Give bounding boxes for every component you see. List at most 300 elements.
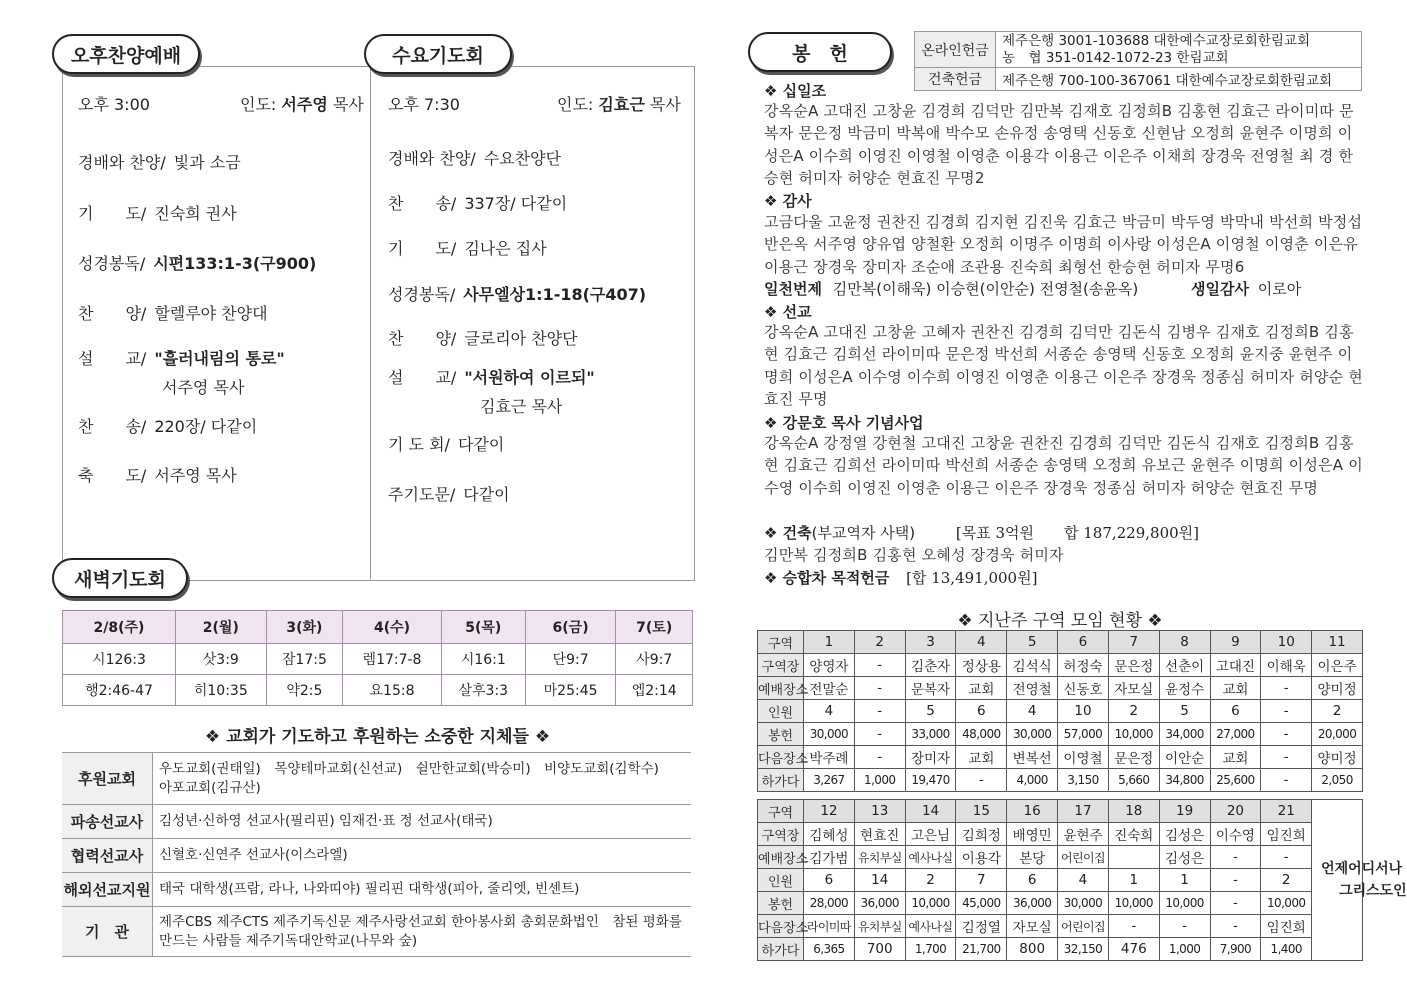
group-cell: - (956, 769, 1007, 792)
support-row-body: 태국 대학생(프람, 라나, 나와띠야) 필리핀 대학생(피아, 줄리엣, 빈센트) (153, 873, 692, 907)
dawn-table (62, 610, 693, 706)
group-cell: 윤정수 (1159, 677, 1210, 700)
wednesday-item-value: 다같이 (457, 435, 505, 454)
building-names: 김만복 김정희B 김홍현 오혜성 장경욱 허미자 (764, 546, 1064, 564)
group-cell: 정상용 (956, 654, 1007, 677)
group-row-label: 구역장 (758, 823, 804, 846)
support-row-head: 해외선교지원 (62, 873, 153, 907)
group-cell: - (1261, 846, 1312, 869)
group-cell: - (854, 746, 905, 769)
groups-table-1 (757, 630, 1363, 792)
group-cell: 2 (905, 869, 956, 892)
group-cell: 임진희 (1261, 823, 1312, 846)
wednesday-item-label: 기 도 회/ (388, 435, 450, 454)
memorial-title: ❖ 강문호 목사 기념사업 (764, 414, 924, 432)
group-cell: 476 (1108, 938, 1159, 961)
group-cell: 변복선 (1007, 746, 1058, 769)
group-cell: 윤현주 (1058, 823, 1109, 846)
wednesday-time: 오후 7:30 (388, 95, 460, 114)
group-cell: 양미정 (1312, 677, 1363, 700)
group-cell: 이수영 (1210, 823, 1261, 846)
group-cell: 김성은 (1159, 846, 1210, 869)
group-cell: 자모실 (1108, 677, 1159, 700)
special-label: 일천번제 (764, 280, 822, 298)
group-cell: 4 (1007, 700, 1058, 723)
group-row (758, 700, 1363, 723)
group-cell: - (1261, 769, 1312, 792)
group-row (758, 869, 1363, 892)
group-cell: 교회 (1210, 677, 1261, 700)
wednesday-item-value: "서원하여 이르되" (464, 368, 595, 387)
group-cell: 1,400 (1261, 938, 1312, 961)
group-row-label: 봉헌 (758, 892, 804, 915)
group-cell: - (1108, 915, 1159, 938)
groups-table-2 (757, 799, 1407, 961)
group-cell: 25,600 (1210, 769, 1261, 792)
building-goal: [목표 3억원 합 187,229,800원] (955, 524, 1200, 542)
wednesday-item (388, 365, 595, 417)
group-cell: 6 (1210, 700, 1261, 723)
group-cell: 5 (905, 700, 956, 723)
wednesday-item-value: 337장/ 다같이 (464, 194, 568, 213)
dawn-verse: 삿3:9 (175, 644, 266, 675)
wednesday-item-label: 성경봉독/ (388, 285, 456, 304)
group-cell: 1 (804, 631, 855, 654)
group-cell: 20 (1210, 800, 1261, 823)
group-cell: 3 (905, 631, 956, 654)
wednesday-item-label: 찬 양/ (388, 329, 457, 348)
afternoon-item-value: 시편133:1-3(구900) (153, 254, 317, 273)
group-cell: 14 (905, 800, 956, 823)
memorial-names: 강옥순A 강정열 강현철 고대진 고창윤 권찬진 김경희 김덕만 김돈식 김재호 김정희B 김홍현 김효근 김희선 라이미따 박선희 서종순 송영택 오정희 유보근 윤현주 이명희 이성은A 이수영 이수희 이영진 이영춘 이용근 이은주 장경욱 정종심 허미자 허양순 현효진 무명 (764, 434, 1363, 497)
support-row (62, 907, 691, 957)
wednesday-leader (557, 92, 681, 115)
afternoon-leader-title: 목사 (332, 95, 364, 114)
group-cell: 김성은 (1159, 823, 1210, 846)
group-cell: 30,000 (1007, 723, 1058, 746)
group-cell: 교회 (956, 677, 1007, 700)
group-cell: 700 (854, 938, 905, 961)
dawn-verse: 렘17:7-8 (343, 644, 442, 675)
account-building-line: 제주은행 700-100-367061 대한예수교장로회한림교회 (996, 68, 1362, 91)
group-row-label: 다음장소 (758, 915, 804, 938)
group-row-label: 인원 (758, 869, 804, 892)
group-cell: 김희정 (956, 823, 1007, 846)
group-cell: 3,150 (1058, 769, 1109, 792)
group-cell: 1,000 (1159, 938, 1210, 961)
group-cell: 15 (956, 800, 1007, 823)
dawn-verse: 시16:1 (441, 644, 525, 675)
group-row-label: 봉헌 (758, 723, 804, 746)
group-cell: 6,365 (804, 938, 855, 961)
tithe-names: 강옥순A 고대진 고창윤 김경희 김덕만 김만복 김재호 김정희B 김홍현 김효근 라이미따 문복자 문은정 박금미 박복애 박수모 손유정 송영택 신동호 신현남 오정희 윤현주 이명희 이성은A 이수희 이영진 이영철 이영춘 이용각 이용근 이은주 이채희 장경욱 전영철 최 경 한승현 허미자 허양순 현효진 무명2 (764, 102, 1354, 187)
dawn-verse: 행2:46-47 (63, 675, 176, 706)
group-cell: 허정숙 (1058, 654, 1109, 677)
group-cell: 본당 (1007, 846, 1058, 869)
group-cell: 6 (804, 869, 855, 892)
wednesday-item (388, 236, 547, 259)
group-cell: 문은정 (1108, 654, 1159, 677)
group-cell: 9 (1210, 631, 1261, 654)
group-cell: 2 (1108, 700, 1159, 723)
group-cell: 김가범 (804, 846, 855, 869)
group-cell: 28,000 (804, 892, 855, 915)
tithe-title: ❖ 십일조 (764, 82, 827, 100)
group-cell: 이해욱 (1261, 654, 1312, 677)
group-cell: - (1261, 700, 1312, 723)
account-online-line-2: 농 협 351-0142-1072-23 한림교회 (1002, 49, 1229, 66)
group-row-label: 예배장소 (758, 677, 804, 700)
group-cell: 10 (1058, 700, 1109, 723)
group-cell: - (1159, 915, 1210, 938)
group-cell: 양미정 (1312, 746, 1363, 769)
group-cell: 1 (1159, 869, 1210, 892)
group-cell: - (1210, 846, 1261, 869)
group-cell: 어린이집 (1058, 846, 1109, 869)
thanks-names: 고금다울 고윤정 권찬진 김경희 김지현 김진욱 김효근 박금미 박두영 박막내 박선희 박정섭 반은옥 서주영 양유엽 양철환 오정희 이명주 이명희 이사랑 이성은A 이영철 이영춘 이은유 이용근 장경욱 장미자 조순애 조관용 진숙희 최형선 한승현 허미자 무명6 (764, 213, 1363, 276)
dawn-verse: 잠17:5 (266, 644, 342, 675)
group-row-label: 다음장소 (758, 746, 804, 769)
group-row (758, 654, 1363, 677)
dawn-day: 7(토) (616, 611, 693, 644)
group-row (758, 800, 1363, 823)
group-cell: 17 (1058, 800, 1109, 823)
account-building-type: 건축헌금 (915, 68, 996, 91)
wednesday-item-value: 수요찬양단 (483, 149, 562, 168)
group-cell: 27,000 (1210, 723, 1261, 746)
afternoon-item-value: 서주영 목사 (154, 466, 237, 485)
group-cell: 유치부실 (854, 915, 905, 938)
support-row (62, 753, 691, 805)
building-offering (764, 522, 1199, 543)
group-cell: 14 (854, 869, 905, 892)
group-cell: - (854, 723, 905, 746)
group-cell: 김혜성 (804, 823, 855, 846)
group-cell: 현효진 (854, 823, 905, 846)
wednesday-item-label: 경배와 찬양/ (388, 149, 476, 168)
dawn-day: 4(수) (343, 611, 442, 644)
wednesday-leader-title: 목사 (649, 95, 681, 114)
group-cell: - (1210, 869, 1261, 892)
birthday-names: 이로아 (1257, 280, 1302, 298)
group-cell: 45,000 (956, 892, 1007, 915)
van-title: ❖ 승합차 목적헌금 (764, 569, 890, 587)
afternoon-item-label: 경배와 찬양/ (78, 153, 166, 172)
group-cell: 박주례 (804, 746, 855, 769)
group-cell: 예사나실 (905, 846, 956, 869)
group-cell: 7,900 (1210, 938, 1261, 961)
group-cell: 19,470 (905, 769, 956, 792)
support-row (62, 873, 691, 907)
group-cell: 1,000 (854, 769, 905, 792)
group-cell: 임진희 (1261, 915, 1312, 938)
group-cell: 5 (1007, 631, 1058, 654)
building-sub: (부교역자 사택) (811, 524, 916, 542)
worship-divider (370, 66, 371, 579)
group-cell: 10,000 (1108, 892, 1159, 915)
group-cell: 교회 (1210, 746, 1261, 769)
afternoon-item-value: 빛과 소금 (173, 153, 241, 172)
group-cell: 34,800 (1159, 769, 1210, 792)
dawn-day: 2(월) (175, 611, 266, 644)
group-cell: 김석식 (1007, 654, 1058, 677)
afternoon-leader (240, 92, 364, 115)
group-cell: 6 (1058, 631, 1109, 654)
group-cell: 장미자 (905, 746, 956, 769)
group-cell: - (1210, 892, 1261, 915)
afternoon-item-label: 축 도/ (78, 466, 147, 485)
special-names: 김만복(이해욱) 이승현(이안순) 전영철(송윤옥) (832, 280, 1139, 298)
group-cell: 800 (1007, 938, 1058, 961)
group-cell: - (1210, 915, 1261, 938)
support-row-head: 파송선교사 (62, 805, 153, 839)
side-note-2: 그리스도인 (1339, 882, 1407, 899)
mission-title: ❖ 선교 (764, 303, 812, 321)
wednesday-item-value: 다같이 (463, 485, 510, 504)
wednesday-item (388, 191, 567, 214)
group-cell: 16 (1007, 800, 1058, 823)
group-cell: 진숙희 (1108, 823, 1159, 846)
group-cell: 21,700 (956, 938, 1007, 961)
afternoon-leader-label: 인도: (240, 95, 277, 114)
group-row-label: 인원 (758, 700, 804, 723)
group-cell: 18 (1108, 800, 1159, 823)
afternoon-item-sub: 서주영 목사 (162, 378, 245, 397)
support-row-body: 우도교회(권태일) 목양테마교회(신선교) 쉴만한교회(박승미) 비양도교회(김학수) 아포교회(김규산) (153, 753, 692, 805)
groups-title: ❖ 지난주 구역 모임 현황 ❖ (957, 611, 1163, 631)
group-cell: 1 (1108, 869, 1159, 892)
afternoon-item-value: 진숙희 권사 (154, 204, 237, 223)
group-row-label: 구역 (758, 800, 804, 823)
afternoon-item-label: 찬 양/ (78, 304, 147, 323)
dawn-verse: 엡2:14 (616, 675, 693, 706)
group-cell (1108, 846, 1159, 869)
wednesday-leader-name: 김효근 (598, 95, 645, 114)
group-cell: 11 (1312, 631, 1363, 654)
wednesday-title: 수요기도회 (364, 34, 512, 74)
group-cell: 57,000 (1058, 723, 1109, 746)
group-cell: 어린이집 (1058, 915, 1109, 938)
group-cell: 30,000 (804, 723, 855, 746)
afternoon-item-label: 기 도/ (78, 204, 147, 223)
afternoon-item-value: 할렐루야 찬양대 (154, 304, 268, 323)
group-row-label: 하가다 (758, 769, 804, 792)
group-row-label: 예배장소 (758, 846, 804, 869)
group-row (758, 915, 1363, 938)
group-cell: 7 (956, 869, 1007, 892)
group-cell: - (1261, 723, 1312, 746)
group-cell: - (1261, 677, 1312, 700)
group-cell: 이용각 (956, 846, 1007, 869)
afternoon-time: 오후 3:00 (78, 95, 150, 114)
group-cell: 4 (956, 631, 1007, 654)
wednesday-leader-label: 인도: (557, 95, 594, 114)
afternoon-title: 오후찬양예배 (52, 34, 200, 74)
afternoon-item-label: 설 교/ (78, 349, 147, 368)
afternoon-item (78, 150, 241, 173)
support-row-body: 제주CBS 제주CTS 제주기독신문 제주사랑선교회 한아봉사회 총회문화법인 참된 평화를 만드는 사람들 제주기독대안학교(나무와 숲) (153, 907, 692, 957)
afternoon-item-value: "흘러내림의 통로" (154, 349, 285, 368)
group-cell: 예사나실 (905, 915, 956, 938)
group-row (758, 823, 1363, 846)
afternoon-leader-name: 서주영 (281, 95, 328, 114)
group-row (758, 892, 1363, 915)
dawn-verse: 살후3:3 (441, 675, 525, 706)
account-online-type: 온라인헌금 (915, 32, 996, 68)
group-cell: 21 (1261, 800, 1312, 823)
group-cell: 19 (1159, 800, 1210, 823)
group-cell: 7 (1108, 631, 1159, 654)
group-cell: 신동호 (1058, 677, 1109, 700)
dawn-verse: 히10:35 (175, 675, 266, 706)
group-cell: 라이미따 (804, 915, 855, 938)
wednesday-item-value: 글로리아 찬양단 (464, 329, 578, 348)
van-offering (764, 567, 1037, 588)
dawn-verse: 마25:45 (525, 675, 616, 706)
group-row (758, 677, 1363, 700)
group-cell: 선춘이 (1159, 654, 1210, 677)
group-cell: - (1261, 746, 1312, 769)
group-cell: 20,000 (1312, 723, 1363, 746)
afternoon-item-value: 220장/ 다같이 (154, 417, 258, 436)
group-cell: 13 (854, 800, 905, 823)
group-cell: 2 (854, 631, 905, 654)
group-cell: 5,660 (1108, 769, 1159, 792)
group-row (758, 631, 1363, 654)
dawn-day: 6(금) (525, 611, 616, 644)
group-row (758, 846, 1363, 869)
group-cell: 전말순 (804, 677, 855, 700)
support-row-body: 김성년·신하영 선교사(필리핀) 임재건·표 정 선교사(태국) (153, 805, 692, 839)
dawn-day: 3(화) (266, 611, 342, 644)
wednesday-item (388, 482, 510, 505)
group-cell: 5 (1159, 700, 1210, 723)
wednesday-item-value: 사무엘상1:1-18(구407) (463, 285, 647, 304)
group-cell: 이영철 (1058, 746, 1109, 769)
van-total: [합 13,491,000원] (906, 569, 1038, 587)
group-cell: 4 (804, 700, 855, 723)
group-row (758, 938, 1363, 961)
group-cell: 자모실 (1007, 915, 1058, 938)
group-cell: 전영철 (1007, 677, 1058, 700)
group-row-label: 구역장 (758, 654, 804, 677)
group-cell: - (854, 654, 905, 677)
group-cell: 33,000 (905, 723, 956, 746)
group-cell: 48,000 (956, 723, 1007, 746)
group-cell: 이은주 (1312, 654, 1363, 677)
support-row-head: 후원교회 (62, 753, 153, 805)
group-cell: 36,000 (1007, 892, 1058, 915)
group-cell: 10,000 (905, 892, 956, 915)
afternoon-item (78, 414, 257, 437)
special-offering (764, 278, 1301, 299)
support-row (62, 839, 691, 873)
group-cell: 문은정 (1108, 746, 1159, 769)
group-cell: 36,000 (854, 892, 905, 915)
group-row (758, 769, 1363, 792)
dawn-verse: 요15:8 (343, 675, 442, 706)
account-online-line-1: 제주은행 3001-103688 대한예수교장로회한림교회 (1002, 32, 1311, 49)
dawn-verse: 단9:7 (525, 644, 616, 675)
group-cell: 고대진 (1210, 654, 1261, 677)
thanks-title: ❖ 감사 (764, 192, 812, 210)
wednesday-item-label: 주기도문/ (388, 485, 456, 504)
afternoon-item (78, 301, 268, 324)
dawn-title: 새벽기도회 (52, 558, 188, 598)
group-cell: 4,000 (1007, 769, 1058, 792)
afternoon-item (78, 346, 285, 398)
group-cell: 8 (1159, 631, 1210, 654)
group-side-note (1312, 800, 1407, 961)
wednesday-item (388, 146, 561, 169)
afternoon-item (78, 251, 316, 274)
group-cell: 문복자 (905, 677, 956, 700)
wednesday-item (388, 326, 578, 349)
group-cell: 10,000 (1159, 892, 1210, 915)
group-cell: 30,000 (1058, 892, 1109, 915)
birthday-label: 생일감사 (1191, 280, 1249, 298)
support-row-head: 협력선교사 (62, 839, 153, 873)
group-cell: 4 (1058, 869, 1109, 892)
afternoon-item (78, 463, 237, 486)
wednesday-item-sub: 김효근 목사 (480, 397, 563, 416)
group-row-label: 하가다 (758, 938, 804, 961)
group-cell: 2 (1261, 869, 1312, 892)
wednesday-item-label: 설 교/ (388, 368, 457, 387)
dawn-day: 5(목) (441, 611, 525, 644)
wednesday-item (388, 282, 646, 305)
account-table (914, 31, 1362, 91)
support-table (62, 752, 691, 957)
dawn-day: 2/8(주) (63, 611, 176, 644)
group-cell: 고은님 (905, 823, 956, 846)
wednesday-item (388, 432, 504, 455)
group-cell: 2,050 (1312, 769, 1363, 792)
group-cell: 12 (804, 800, 855, 823)
support-title: ❖ 교회가 기도하고 후원하는 소중한 지체들 ❖ (204, 727, 551, 747)
group-cell: 3,267 (804, 769, 855, 792)
dawn-verse: 약2:5 (266, 675, 342, 706)
group-cell: 32,150 (1058, 938, 1109, 961)
group-cell: 배영민 (1007, 823, 1058, 846)
group-cell: 10,000 (1261, 892, 1312, 915)
dawn-verse: 사9:7 (616, 644, 693, 675)
group-cell: 양영자 (804, 654, 855, 677)
group-cell: 34,000 (1159, 723, 1210, 746)
side-note-1: 언제어디서나 (1321, 860, 1403, 877)
group-cell: 10,000 (1108, 723, 1159, 746)
group-cell: 이안순 (1159, 746, 1210, 769)
support-row-head: 기 관 (62, 907, 153, 957)
afternoon-item-label: 찬 송/ (78, 417, 147, 436)
wednesday-item-value: 김나은 집사 (464, 239, 547, 258)
wednesday-item-label: 찬 송/ (388, 194, 457, 213)
afternoon-item-label: 성경봉독/ (78, 254, 146, 273)
group-row (758, 746, 1363, 769)
support-row-body: 신혈호·신연주 선교사(이스라엘) (153, 839, 692, 873)
group-cell: 교회 (956, 746, 1007, 769)
group-cell: 1,700 (905, 938, 956, 961)
group-cell: - (854, 677, 905, 700)
group-cell: 6 (956, 700, 1007, 723)
group-cell: 6 (1007, 869, 1058, 892)
group-cell: 2 (1312, 700, 1363, 723)
afternoon-item (78, 201, 237, 224)
wednesday-item-label: 기 도/ (388, 239, 457, 258)
group-row (758, 723, 1363, 746)
offering-title: 봉 헌 (748, 32, 892, 72)
group-cell: - (854, 700, 905, 723)
